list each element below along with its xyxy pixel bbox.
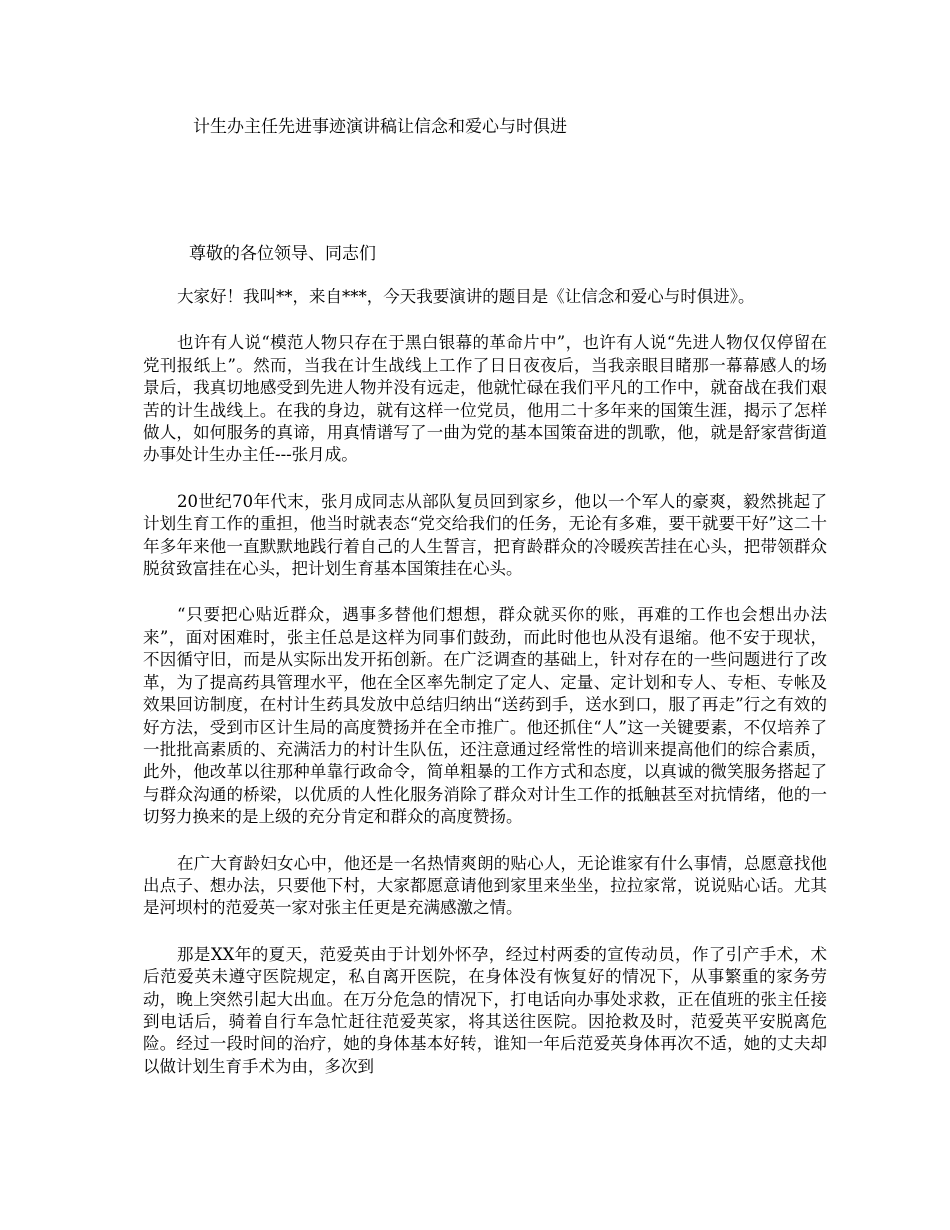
paragraph-rescue-story: 那是XX年的夏天，范爱英由于计划外怀孕，经过村两委的宣传动员，作了引产手术，术后范爱英未遵守医院规定，私自离开医院，在身体没有恢复好的情况下，从事繁重的家务劳动，晚上突然引起大出血。在万分危急的情况下，打电话向办事处求救，正在值班的张主任接到电话后，骑着自行车急忙赶往范爱英家，将其送往医院。因抢救及时，范爱英平安脱离危险。经过一段时间的治疗，她的身体基本好转，谁知一年后范爱英身体再次不适，她的丈夫却以做计划生育手术为由，多次到 bbox=[143, 944, 827, 1076]
document-body bbox=[143, 286, 827, 1102]
paragraph-career-start: 20世纪70年代末，张月成同志从部队复员回到家乡，他以一个军人的豪爽，毅然挑起了计划生育工作的重担，他当时就表态“党交给我们的任务，无论有多难，要干就要干好”这二十年多年来他一直默默地践行着自己的人生誓言，把育龄群众的冷暖疾苦挂在心头，把带领群众脱贫致富挂在心头，把计划生育基本国策挂在心头。 bbox=[143, 491, 827, 579]
document-title: 计生办主任先进事迹演讲稿让信念和爱心与时俱进 bbox=[193, 117, 567, 137]
salutation: 尊敬的各位领导、同志们 bbox=[189, 244, 376, 264]
paragraph-introduction: 也许有人说“模范人物只存在于黑白银幕的革命片中”，也许有人说“先进人物仅仅停留在党刊报纸上”。然而，当我在计生战线上工作了日日夜夜后，当我亲眼目睹那一幕幕感人的场景后，我真切地感受到先进人物并没有远走，他就忙碌在我们平凡的工作中，就奋战在我们艰苦的计生战线上。在我的身边，就有这样一位党员，他用二十多年来的国策生涯，揭示了怎样做人，如何服务的真谛，用真情谱写了一曲为党的基本国策奋进的凯歌，他，就是舒家营街道办事处计生办主任---张月成。 bbox=[143, 333, 827, 465]
paragraph-reform: “只要把心贴近群众，遇事多替他们想想，群众就买你的账，再难的工作也会想出办法来”，面对困难时，张主任总是这样为同事们鼓劲，而此时他也从没有退缩。他不安于现状，不因循守旧，而是从实际出发开拓创新。在广泛调查的基础上，针对存在的一些问题进行了改革，为了提高药具管理水平，他在全区率先制定了定人、定量、定计划和专人、专柜、专帐及效果回访制度，在村计生药具发放中总结归纳出“送药到手，送水到口，服了再走”行之有效的好方法，受到市区计生局的高度赞扬并在全市推广。他还抓住“人”这一关键要素，不仅培养了一批批高素质的、充满活力的村计生队伍，还注意通过经常性的培训来提高他们的综合素质，此外，他改革以往那种单靠行政命令，简单粗暴的工作方式和态度，以真诚的微笑服务搭起了与群众沟通的桥梁，以优质的人性化服务消除了群众对计生工作的抵触甚至对抗情绪，他的一切努力换来的是上级的充分肯定和群众的高度赞扬。 bbox=[143, 605, 827, 827]
paragraph-greeting: 大家好！我叫**，来自***，今天我要演讲的题目是《让信念和爱心与时俱进》。 bbox=[177, 287, 755, 306]
paragraph-trusted-friend: 在广大育龄妇女心中，他还是一名热情爽朗的贴心人，无论谁家有什么事情，总愿意找他出点子、想办法，只要他下村，大家都愿意请他到家里来坐坐，拉拉家常，说说贴心话。尤其是河坝村的范爱英一家对张主任更是充满感激之情。 bbox=[143, 853, 827, 918]
